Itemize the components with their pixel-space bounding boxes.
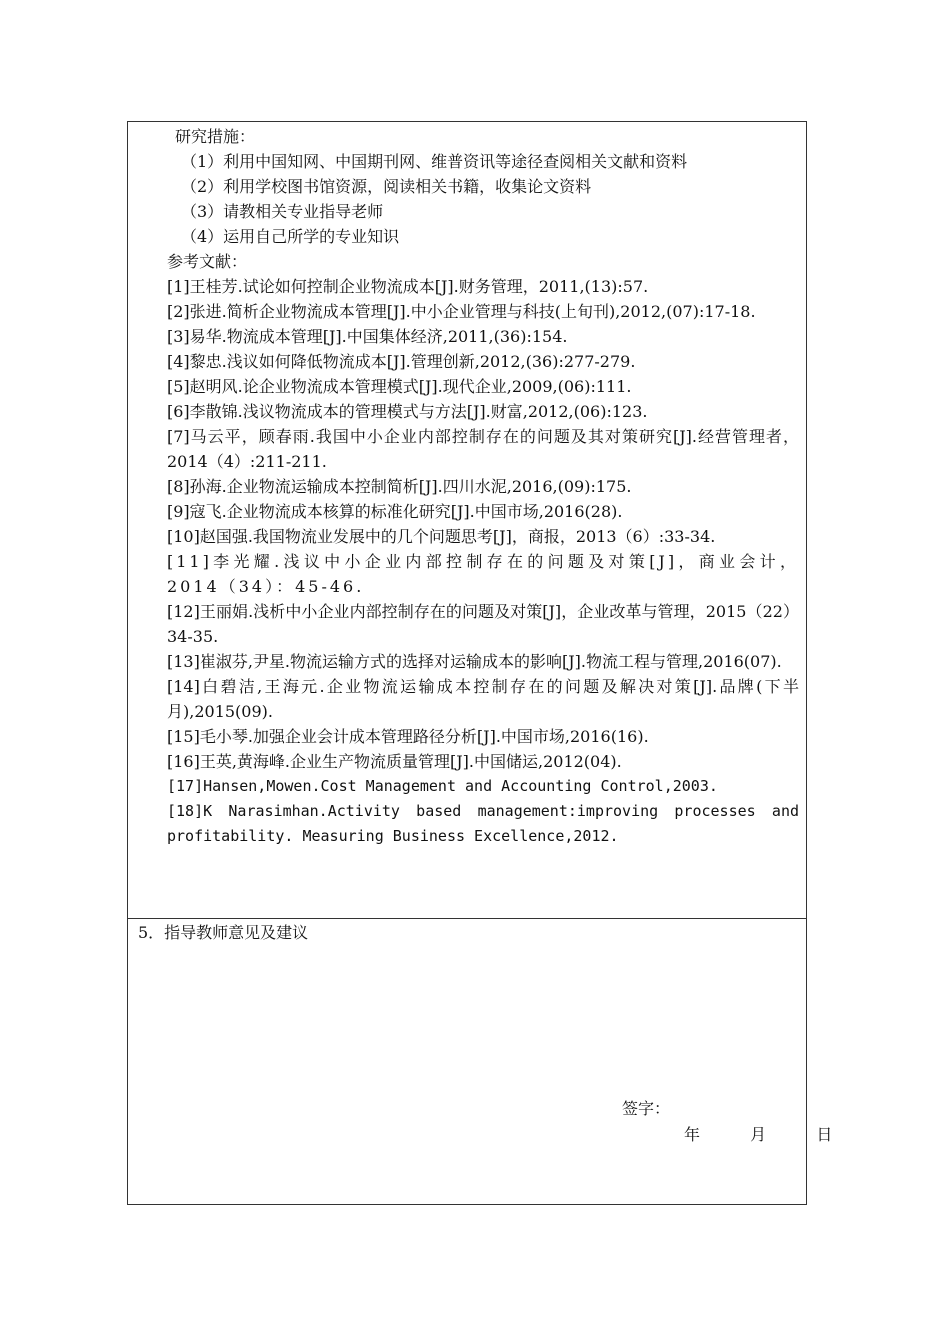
reference-item: [17]Hansen,Mowen.Cost Management and Accounting Control,2003. bbox=[167, 777, 718, 795]
reference-item: [6]李散锦.浅议物流成本的管理模式与方法[J].财富,2012,(06):123. bbox=[167, 402, 648, 421]
reference-item: [1]王桂芳.试论如何控制企业物流成本[J].财务管理，2011,(13):57. bbox=[167, 277, 649, 296]
measure-item: （1）利用中国知网、中国期刊网、维普资讯等途径查阅相关文献和资料 bbox=[181, 152, 688, 171]
measure-item: （4）运用自己所学的专业知识 bbox=[181, 227, 400, 246]
research-cell bbox=[128, 122, 806, 919]
reference-item: [7]马云平，顾春雨.我国中小企业内部控制存在的问题及其对策研究[J].经营管理者，2014（4）:211-211. bbox=[167, 427, 799, 471]
reference-item: [8]孙海.企业物流运输成本控制简析[J].四川水泥,2016,(09):175. bbox=[167, 477, 632, 496]
reference-item: [12]王丽娟.浅析中小企业内部控制存在的问题及对策[J]，企业改革与管理，2015（22）34-35. bbox=[167, 602, 799, 646]
reference-list bbox=[167, 249, 799, 849]
advisor-opinion-title: 5．指导教师意见及建议 bbox=[138, 923, 309, 942]
advisor-opinion-cell bbox=[128, 919, 833, 1204]
reference-item: [4]黎忠.浅议如何降低物流成本[J].管理创新,2012,(36):277-279. bbox=[167, 352, 636, 371]
reference-item: [9]寇飞.企业物流成本核算的标准化研究[J].中国市场,2016(28). bbox=[167, 502, 623, 521]
measures-heading: 研究措施： bbox=[175, 127, 256, 146]
reference-item: [15]毛小琴.加强企业会计成本管理路径分析[J].中国市场,2016(16). bbox=[167, 727, 649, 746]
reference-item: [11]李光耀.浅议中小企业内部控制存在的问题及对策[J]，商业会计，2014（34）：45-46. bbox=[167, 552, 799, 596]
reference-item: [2]张进.简析企业物流成本管理[J].中小企业管理与科技(上旬刊),2012,(07):17-18. bbox=[167, 302, 756, 321]
reference-item: [13]崔淑芬,尹星.物流运输方式的选择对运输成本的影响[J].物流工程与管理,2016(07). bbox=[167, 652, 782, 671]
reference-item: [3]易华.物流成本管理[J].中国集体经济,2011,(36):154. bbox=[167, 327, 568, 346]
measure-item: （2）利用学校图书馆资源，阅读相关书籍，收集论文资料 bbox=[181, 177, 592, 196]
form-table bbox=[127, 121, 833, 1205]
reference-item: [14]白碧洁,王海元.企业物流运输成本控制存在的问题及解决对策[J].品牌(下半月),2015(09). bbox=[167, 677, 799, 721]
reference-item: [10]赵国强.我国物流业发展中的几个问题思考[J]，商报，2013（6）:33-34. bbox=[167, 527, 716, 546]
reference-item: [16]王英,黄海峰.企业生产物流质量管理[J].中国储运,2012(04). bbox=[167, 752, 622, 771]
date-label: 年 月 日 bbox=[684, 1125, 833, 1144]
references-heading: 参考文献： bbox=[167, 252, 248, 271]
research-measures bbox=[175, 124, 687, 249]
reference-item: [5]赵明风.论企业物流成本管理模式[J].现代企业,2009,(06):111. bbox=[167, 377, 632, 396]
reference-item: [18]K Narasimhan.Activity based management:improving processes and profitability. Measuring Business Excellence,2012. bbox=[167, 802, 799, 845]
signature-label: 签字： bbox=[622, 1099, 671, 1118]
measure-item: （3）请教相关专业指导老师 bbox=[181, 202, 384, 221]
